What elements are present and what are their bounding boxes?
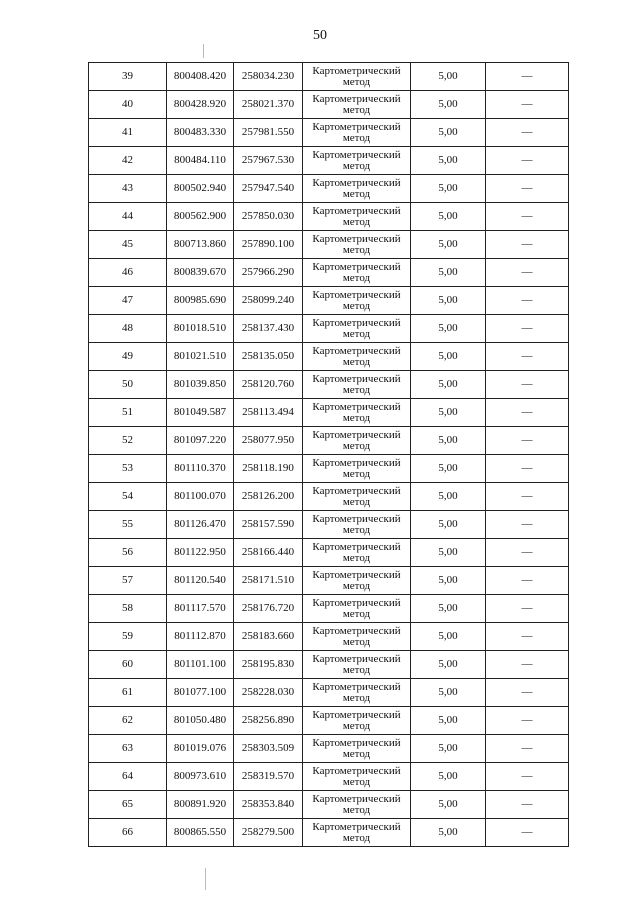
table-row — [89, 763, 569, 791]
method-cell: Картометрический метод — [303, 427, 411, 455]
scan-artifact-top — [203, 44, 204, 58]
note-cell: — — [486, 763, 569, 791]
y-coordinate-cell: 258135.050 — [234, 343, 303, 371]
method-cell: Картометрический метод — [303, 203, 411, 231]
note-cell: — — [486, 287, 569, 315]
table-row — [89, 791, 569, 819]
point-number-cell: 52 — [89, 427, 167, 455]
y-coordinate-cell: 258183.660 — [234, 623, 303, 651]
accuracy-cell: 5,00 — [411, 203, 486, 231]
note-cell: — — [486, 819, 569, 847]
table-row — [89, 259, 569, 287]
point-number-cell: 47 — [89, 287, 167, 315]
method-cell: Картометрический метод — [303, 399, 411, 427]
method-cell: Картометрический метод — [303, 63, 411, 91]
note-cell: — — [486, 399, 569, 427]
point-number-cell: 44 — [89, 203, 167, 231]
method-cell: Картометрический метод — [303, 371, 411, 399]
note-cell: — — [486, 427, 569, 455]
note-cell: — — [486, 623, 569, 651]
x-coordinate-cell: 801100.070 — [167, 483, 234, 511]
y-coordinate-cell: 258171.510 — [234, 567, 303, 595]
method-cell: Картометрический метод — [303, 735, 411, 763]
y-coordinate-cell: 258021.370 — [234, 91, 303, 119]
table-row — [89, 203, 569, 231]
note-cell: — — [486, 91, 569, 119]
accuracy-cell: 5,00 — [411, 763, 486, 791]
point-number-cell: 46 — [89, 259, 167, 287]
x-coordinate-cell: 801122.950 — [167, 539, 234, 567]
y-coordinate-cell: 257981.550 — [234, 119, 303, 147]
table-row — [89, 483, 569, 511]
x-coordinate-cell: 801101.100 — [167, 651, 234, 679]
table-row — [89, 539, 569, 567]
note-cell: — — [486, 679, 569, 707]
point-number-cell: 42 — [89, 147, 167, 175]
table-row — [89, 567, 569, 595]
table-row — [89, 399, 569, 427]
x-coordinate-cell: 801039.850 — [167, 371, 234, 399]
method-cell: Картометрический метод — [303, 567, 411, 595]
accuracy-cell: 5,00 — [411, 399, 486, 427]
table-row — [89, 511, 569, 539]
point-number-cell: 43 — [89, 175, 167, 203]
method-cell: Картометрический метод — [303, 707, 411, 735]
point-number-cell: 65 — [89, 791, 167, 819]
note-cell: — — [486, 707, 569, 735]
x-coordinate-cell: 800839.670 — [167, 259, 234, 287]
y-coordinate-cell: 257947.540 — [234, 175, 303, 203]
note-cell: — — [486, 511, 569, 539]
accuracy-cell: 5,00 — [411, 455, 486, 483]
x-coordinate-cell: 800865.550 — [167, 819, 234, 847]
method-cell: Картометрический метод — [303, 539, 411, 567]
note-cell: — — [486, 315, 569, 343]
note-cell: — — [486, 539, 569, 567]
method-cell: Картометрический метод — [303, 623, 411, 651]
note-cell: — — [486, 259, 569, 287]
table-row — [89, 371, 569, 399]
accuracy-cell: 5,00 — [411, 119, 486, 147]
table-row — [89, 679, 569, 707]
x-coordinate-cell: 801018.510 — [167, 315, 234, 343]
table-row — [89, 819, 569, 847]
x-coordinate-cell: 801019.076 — [167, 735, 234, 763]
x-coordinate-cell: 800562.900 — [167, 203, 234, 231]
method-cell: Картометрический метод — [303, 511, 411, 539]
point-number-cell: 54 — [89, 483, 167, 511]
method-cell: Картометрический метод — [303, 763, 411, 791]
note-cell: — — [486, 791, 569, 819]
y-coordinate-cell: 258166.440 — [234, 539, 303, 567]
accuracy-cell: 5,00 — [411, 735, 486, 763]
method-cell: Картометрический метод — [303, 231, 411, 259]
point-number-cell: 51 — [89, 399, 167, 427]
point-number-cell: 64 — [89, 763, 167, 791]
method-cell: Картометрический метод — [303, 315, 411, 343]
method-cell: Картометрический метод — [303, 819, 411, 847]
x-coordinate-cell: 801112.870 — [167, 623, 234, 651]
point-number-cell: 53 — [89, 455, 167, 483]
y-coordinate-cell: 258195.830 — [234, 651, 303, 679]
note-cell: — — [486, 63, 569, 91]
y-coordinate-cell: 258126.200 — [234, 483, 303, 511]
accuracy-cell: 5,00 — [411, 427, 486, 455]
table-row — [89, 119, 569, 147]
note-cell: — — [486, 147, 569, 175]
table-row — [89, 231, 569, 259]
y-coordinate-cell: 258137.430 — [234, 315, 303, 343]
method-cell: Картометрический метод — [303, 651, 411, 679]
note-cell: — — [486, 651, 569, 679]
x-coordinate-cell: 800484.110 — [167, 147, 234, 175]
accuracy-cell: 5,00 — [411, 483, 486, 511]
accuracy-cell: 5,00 — [411, 595, 486, 623]
method-cell: Картометрический метод — [303, 287, 411, 315]
point-number-cell: 62 — [89, 707, 167, 735]
point-number-cell: 59 — [89, 623, 167, 651]
table-row — [89, 623, 569, 651]
y-coordinate-cell: 258118.190 — [234, 455, 303, 483]
accuracy-cell: 5,00 — [411, 175, 486, 203]
table-row — [89, 595, 569, 623]
y-coordinate-cell: 258176.720 — [234, 595, 303, 623]
x-coordinate-cell: 800483.330 — [167, 119, 234, 147]
method-cell: Картометрический метод — [303, 595, 411, 623]
table-row — [89, 315, 569, 343]
accuracy-cell: 5,00 — [411, 259, 486, 287]
method-cell: Картометрический метод — [303, 343, 411, 371]
accuracy-cell: 5,00 — [411, 651, 486, 679]
note-cell: — — [486, 595, 569, 623]
point-number-cell: 60 — [89, 651, 167, 679]
table-row — [89, 343, 569, 371]
note-cell: — — [486, 567, 569, 595]
point-number-cell: 39 — [89, 63, 167, 91]
x-coordinate-cell: 801110.370 — [167, 455, 234, 483]
note-cell: — — [486, 483, 569, 511]
y-coordinate-cell: 258120.760 — [234, 371, 303, 399]
y-coordinate-cell: 258353.840 — [234, 791, 303, 819]
coordinates-table — [88, 62, 569, 847]
accuracy-cell: 5,00 — [411, 343, 486, 371]
coordinates-table-body — [89, 63, 569, 847]
x-coordinate-cell: 801120.540 — [167, 567, 234, 595]
method-cell: Картометрический метод — [303, 259, 411, 287]
y-coordinate-cell: 258319.570 — [234, 763, 303, 791]
accuracy-cell: 5,00 — [411, 315, 486, 343]
y-coordinate-cell: 258303.509 — [234, 735, 303, 763]
point-number-cell: 41 — [89, 119, 167, 147]
point-number-cell: 50 — [89, 371, 167, 399]
point-number-cell: 45 — [89, 231, 167, 259]
x-coordinate-cell: 801049.587 — [167, 399, 234, 427]
y-coordinate-cell: 258113.494 — [234, 399, 303, 427]
y-coordinate-cell: 258157.590 — [234, 511, 303, 539]
point-number-cell: 57 — [89, 567, 167, 595]
accuracy-cell: 5,00 — [411, 791, 486, 819]
y-coordinate-cell: 258077.950 — [234, 427, 303, 455]
note-cell: — — [486, 371, 569, 399]
accuracy-cell: 5,00 — [411, 539, 486, 567]
note-cell: — — [486, 231, 569, 259]
table-row — [89, 427, 569, 455]
y-coordinate-cell: 258228.030 — [234, 679, 303, 707]
point-number-cell: 61 — [89, 679, 167, 707]
method-cell: Картометрический метод — [303, 147, 411, 175]
point-number-cell: 58 — [89, 595, 167, 623]
accuracy-cell: 5,00 — [411, 91, 486, 119]
x-coordinate-cell: 801077.100 — [167, 679, 234, 707]
table-row — [89, 147, 569, 175]
x-coordinate-cell: 801050.480 — [167, 707, 234, 735]
point-number-cell: 56 — [89, 539, 167, 567]
point-number-cell: 55 — [89, 511, 167, 539]
note-cell: — — [486, 175, 569, 203]
note-cell: — — [486, 119, 569, 147]
scan-artifact-bottom — [205, 868, 206, 890]
table-row — [89, 455, 569, 483]
table-row — [89, 735, 569, 763]
method-cell: Картометрический метод — [303, 119, 411, 147]
accuracy-cell: 5,00 — [411, 819, 486, 847]
y-coordinate-cell: 258099.240 — [234, 287, 303, 315]
accuracy-cell: 5,00 — [411, 63, 486, 91]
accuracy-cell: 5,00 — [411, 147, 486, 175]
accuracy-cell: 5,00 — [411, 371, 486, 399]
method-cell: Картометрический метод — [303, 679, 411, 707]
x-coordinate-cell: 800428.920 — [167, 91, 234, 119]
y-coordinate-cell: 258279.500 — [234, 819, 303, 847]
page-number: 50 — [313, 28, 327, 43]
table-row — [89, 707, 569, 735]
accuracy-cell: 5,00 — [411, 287, 486, 315]
accuracy-cell: 5,00 — [411, 679, 486, 707]
note-cell: — — [486, 343, 569, 371]
point-number-cell: 66 — [89, 819, 167, 847]
y-coordinate-cell: 257966.290 — [234, 259, 303, 287]
x-coordinate-cell: 800891.920 — [167, 791, 234, 819]
x-coordinate-cell: 801117.570 — [167, 595, 234, 623]
x-coordinate-cell: 800502.940 — [167, 175, 234, 203]
accuracy-cell: 5,00 — [411, 623, 486, 651]
note-cell: — — [486, 455, 569, 483]
note-cell: — — [486, 203, 569, 231]
method-cell: Картометрический метод — [303, 175, 411, 203]
x-coordinate-cell: 800713.860 — [167, 231, 234, 259]
point-number-cell: 49 — [89, 343, 167, 371]
x-coordinate-cell: 801021.510 — [167, 343, 234, 371]
point-number-cell: 48 — [89, 315, 167, 343]
y-coordinate-cell: 257890.100 — [234, 231, 303, 259]
method-cell: Картометрический метод — [303, 483, 411, 511]
x-coordinate-cell: 800408.420 — [167, 63, 234, 91]
table-row — [89, 651, 569, 679]
y-coordinate-cell: 257967.530 — [234, 147, 303, 175]
method-cell: Картометрический метод — [303, 455, 411, 483]
accuracy-cell: 5,00 — [411, 567, 486, 595]
accuracy-cell: 5,00 — [411, 511, 486, 539]
y-coordinate-cell: 257850.030 — [234, 203, 303, 231]
point-number-cell: 63 — [89, 735, 167, 763]
note-cell: — — [486, 735, 569, 763]
table-row — [89, 287, 569, 315]
y-coordinate-cell: 258034.230 — [234, 63, 303, 91]
table-row — [89, 175, 569, 203]
x-coordinate-cell: 800985.690 — [167, 287, 234, 315]
y-coordinate-cell: 258256.890 — [234, 707, 303, 735]
accuracy-cell: 5,00 — [411, 707, 486, 735]
accuracy-cell: 5,00 — [411, 231, 486, 259]
table-row — [89, 91, 569, 119]
table-row — [89, 63, 569, 91]
x-coordinate-cell: 801097.220 — [167, 427, 234, 455]
x-coordinate-cell: 800973.610 — [167, 763, 234, 791]
method-cell: Картометрический метод — [303, 91, 411, 119]
method-cell: Картометрический метод — [303, 791, 411, 819]
point-number-cell: 40 — [89, 91, 167, 119]
x-coordinate-cell: 801126.470 — [167, 511, 234, 539]
